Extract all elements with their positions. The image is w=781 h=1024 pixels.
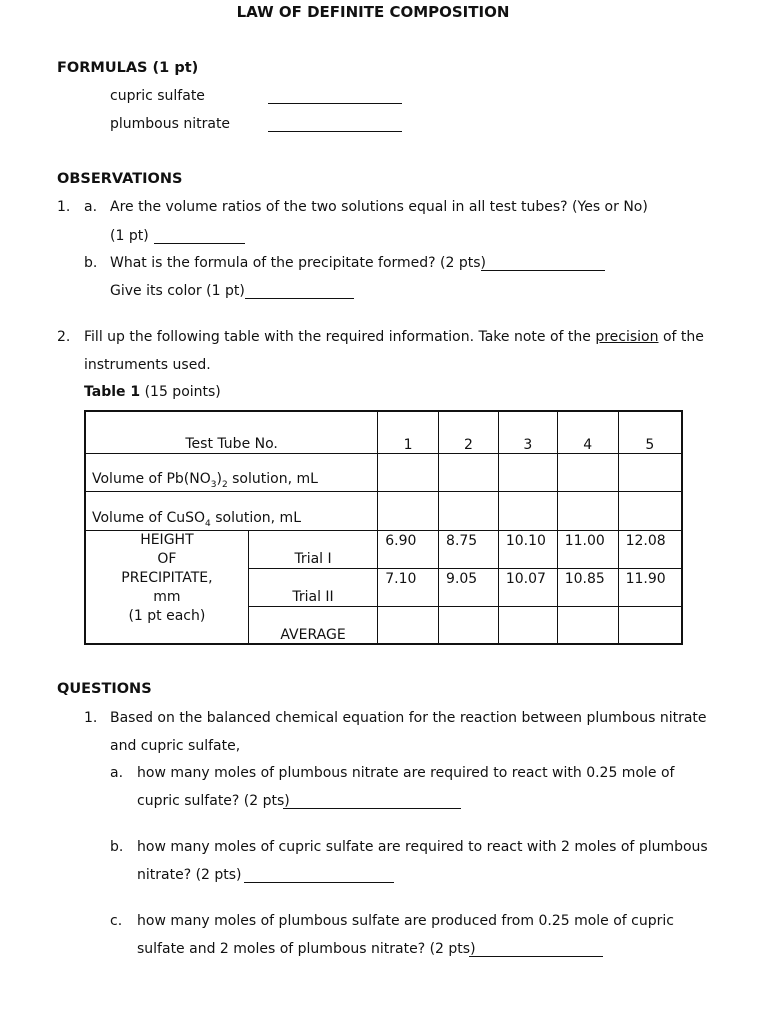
- trial1-value: 6.90: [378, 530, 439, 568]
- obs-q1a-answer-blank[interactable]: [154, 229, 245, 244]
- obs-q1b-letter: b.: [84, 255, 98, 271]
- obs-q1-number: 1.: [57, 199, 71, 215]
- obs-q2-number: 2.: [57, 329, 71, 345]
- formula-label-cupric-sulfate: cupric sulfate: [110, 88, 205, 104]
- tube-number: 1: [378, 411, 439, 453]
- height-label-line: mm: [153, 588, 181, 605]
- q1c-line1: how many moles of plumbous sulfate are produced from 0.25 mole of cupric: [137, 913, 674, 929]
- trial1-label: Trial I: [248, 530, 377, 568]
- vol-cu-cell[interactable]: [378, 491, 439, 530]
- trial2-value: 10.85: [557, 568, 618, 606]
- tube-number: 4: [557, 411, 618, 453]
- obs-q1b-color-blank[interactable]: [245, 284, 354, 299]
- obs-q2-text-before: Fill up the following table with the required information. Take note of the: [84, 329, 591, 345]
- vol-pb-sub2: 2: [221, 479, 228, 490]
- vol-cu-cell[interactable]: [439, 491, 499, 530]
- obs-q1b-answer-blank[interactable]: [481, 256, 605, 271]
- q1b-letter: b.: [110, 839, 124, 855]
- average-label: AVERAGE: [248, 606, 377, 644]
- q1-line2: and cupric sulfate,: [110, 738, 241, 754]
- trial1-value: 10.10: [498, 530, 557, 568]
- test-tube-label: Test Tube No.: [85, 411, 378, 453]
- table-points: (15 points): [144, 384, 221, 400]
- height-label-line: PRECIPITATE,: [121, 569, 213, 586]
- obs-q2-line1: [84, 329, 704, 345]
- average-cell[interactable]: [439, 606, 499, 644]
- trial2-value: 11.90: [618, 568, 682, 606]
- q1b-answer-blank[interactable]: [244, 868, 394, 883]
- vol-cu-cell[interactable]: [618, 491, 682, 530]
- page-title: LAW OF DEFINITE COMPOSITION: [236, 3, 510, 21]
- q1a-line2: cupric sulfate? (2 pts): [137, 793, 290, 809]
- vol-pb-text: Volume of Pb(NO: [92, 470, 211, 487]
- vol-cu-end: solution, mL: [210, 509, 301, 526]
- q1b-line2: nitrate? (2 pts): [137, 867, 242, 883]
- vol-pb-cell[interactable]: [378, 453, 439, 491]
- vol-pb-end: solution, mL: [227, 470, 318, 487]
- table-row-vol-cu: [85, 491, 682, 530]
- obs-q1a-letter: a.: [84, 199, 98, 215]
- table-caption: [84, 384, 221, 400]
- table-row-trial1: [85, 530, 682, 568]
- trial1-value: 12.08: [618, 530, 682, 568]
- trial2-label: Trial II: [248, 568, 377, 606]
- obs-q1a-points: (1 pt): [110, 228, 149, 244]
- obs-q2-precision: precision: [595, 329, 659, 345]
- q1-number: 1.: [84, 710, 98, 726]
- q1a-answer-blank[interactable]: [283, 794, 461, 809]
- formulas-heading: FORMULAS (1 pt): [57, 60, 199, 76]
- q1b-line1: how many moles of cupric sulfate are required to react with 2 moles of plumbous: [137, 839, 708, 855]
- height-label-line: OF: [157, 550, 177, 567]
- obs-q1b-text: What is the formula of the precipitate formed? (2 pts): [110, 255, 487, 271]
- tube-number: 3: [498, 411, 557, 453]
- observations-heading: OBSERVATIONS: [57, 171, 183, 187]
- obs-q2-text-after: of the: [662, 329, 704, 345]
- q1c-answer-blank[interactable]: [469, 942, 603, 957]
- formula-blank-plumbous-nitrate[interactable]: [268, 117, 402, 132]
- q1a-letter: a.: [110, 765, 124, 781]
- q1-line1: Based on the balanced chemical equation for the reaction between plumbous nitrate: [110, 710, 707, 726]
- vol-cu-label: [85, 491, 378, 530]
- vol-pb-paren: ): [216, 470, 222, 487]
- q1a-line1: how many moles of plumbous nitrate are required to react with 0.25 mole of: [137, 765, 675, 781]
- average-cell[interactable]: [498, 606, 557, 644]
- height-label-line: (1 pt each): [128, 607, 206, 624]
- vol-pb-sub: 3: [210, 479, 217, 490]
- q1c-line2: sulfate and 2 moles of plumbous nitrate? (2 pts): [137, 941, 476, 957]
- trial1-value: 8.75: [439, 530, 499, 568]
- vol-cu-cell[interactable]: [557, 491, 618, 530]
- average-cell[interactable]: [378, 606, 439, 644]
- trial2-value: 7.10: [378, 568, 439, 606]
- average-cell[interactable]: [557, 606, 618, 644]
- height-label-line: HEIGHT: [140, 531, 194, 548]
- average-cell[interactable]: [618, 606, 682, 644]
- data-table: [84, 410, 683, 645]
- table-row-vol-pb: [85, 453, 682, 491]
- table-row-header: [85, 411, 682, 453]
- obs-q1a-text: Are the volume ratios of the two solutions equal in all test tubes? (Yes or No): [110, 199, 648, 215]
- formula-blank-cupric-sulfate[interactable]: [268, 89, 402, 104]
- trial1-value: 11.00: [557, 530, 618, 568]
- tube-number: 2: [439, 411, 499, 453]
- vol-cu-sub: 4: [205, 518, 211, 529]
- vol-pb-cell[interactable]: [557, 453, 618, 491]
- vol-pb-label: [85, 453, 378, 491]
- height-label: [85, 530, 248, 644]
- table-label: Table 1: [84, 384, 141, 400]
- vol-pb-cell[interactable]: [439, 453, 499, 491]
- tube-number: 5: [618, 411, 682, 453]
- vol-cu-text: Volume of CuSO: [92, 509, 206, 526]
- questions-heading: QUESTIONS: [57, 681, 152, 697]
- obs-q2-line2: instruments used.: [84, 357, 211, 373]
- trial2-value: 9.05: [439, 568, 499, 606]
- q1c-letter: c.: [110, 913, 123, 929]
- vol-cu-cell[interactable]: [498, 491, 557, 530]
- obs-q1b-color-text: Give its color (1 pt): [110, 283, 245, 299]
- vol-pb-cell[interactable]: [498, 453, 557, 491]
- vol-pb-cell[interactable]: [618, 453, 682, 491]
- trial2-value: 10.07: [498, 568, 557, 606]
- formula-label-plumbous-nitrate: plumbous nitrate: [110, 116, 231, 132]
